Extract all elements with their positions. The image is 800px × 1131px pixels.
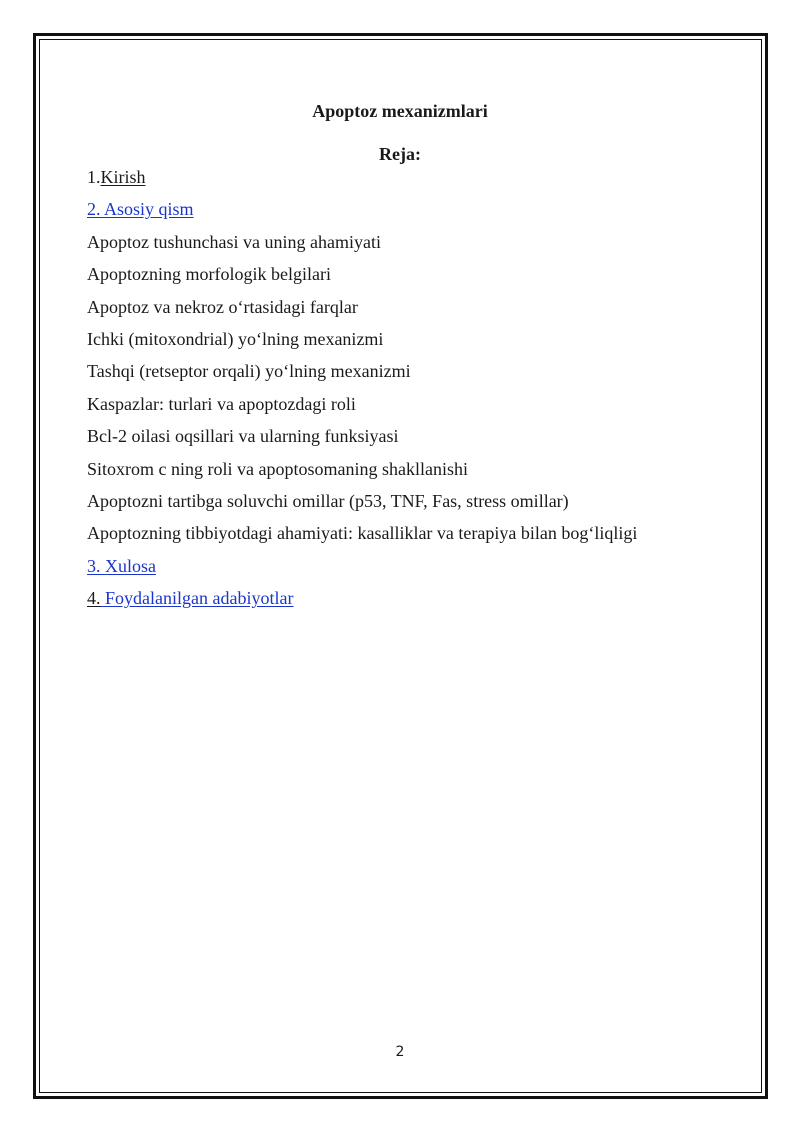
- toc-subitem: Ichki (mitoxondrial) yo‘lning mexanizmi: [87, 328, 384, 349]
- toc-subitem: Apoptozning morfologik belgilari: [87, 264, 331, 285]
- toc-intro-label[interactable]: Kirish: [100, 167, 146, 187]
- toc-subitem: Bcl-2 oilasi oqsillari va ularning funksiyasi: [87, 426, 399, 447]
- page-number: 2: [395, 1044, 405, 1060]
- toc-subitem: Tashqi (retseptor orqali) yo‘lning mexanizmi: [87, 361, 411, 382]
- toc-subitem: Apoptoz va nekroz o‘rtasidagi farqlar: [87, 296, 358, 317]
- toc-item-intro[interactable]: [87, 165, 767, 197]
- table-of-contents: [87, 165, 767, 618]
- toc-subitem: Apoptozning tibbiyotdagi ahamiyati: kasalliklar va terapiya bilan bog‘liqligi: [87, 523, 638, 544]
- toc-conclusion-link[interactable]: 3. Xulosa: [87, 555, 156, 576]
- toc-item-conclusion[interactable]: [87, 554, 767, 586]
- document-title: Apoptoz mexanizmlari: [312, 101, 488, 121]
- toc-main-part-link[interactable]: 2. Asosiy qism: [87, 199, 194, 220]
- toc-subitem: Sitoxrom c ning roli va apoptosomaning shakllanishi: [87, 458, 468, 479]
- toc-subitem: Apoptozni tartibga soluvchi omillar (p53, TNF, Fas, stress omillar): [87, 490, 569, 511]
- toc-references-number: 4.: [87, 588, 101, 609]
- toc-intro-number: 1.: [87, 167, 101, 187]
- toc-item-main-part[interactable]: [87, 197, 767, 229]
- plan-heading: Reja:: [379, 144, 421, 164]
- toc-references-link[interactable]: Foydalanilgan adabiyotlar: [100, 588, 294, 609]
- toc-item-references[interactable]: [87, 586, 767, 618]
- toc-subitem: Apoptoz tushunchasi va uning ahamiyati: [87, 231, 381, 252]
- toc-subitem: Kaspazlar: turlari va apoptozdagi roli: [87, 393, 356, 414]
